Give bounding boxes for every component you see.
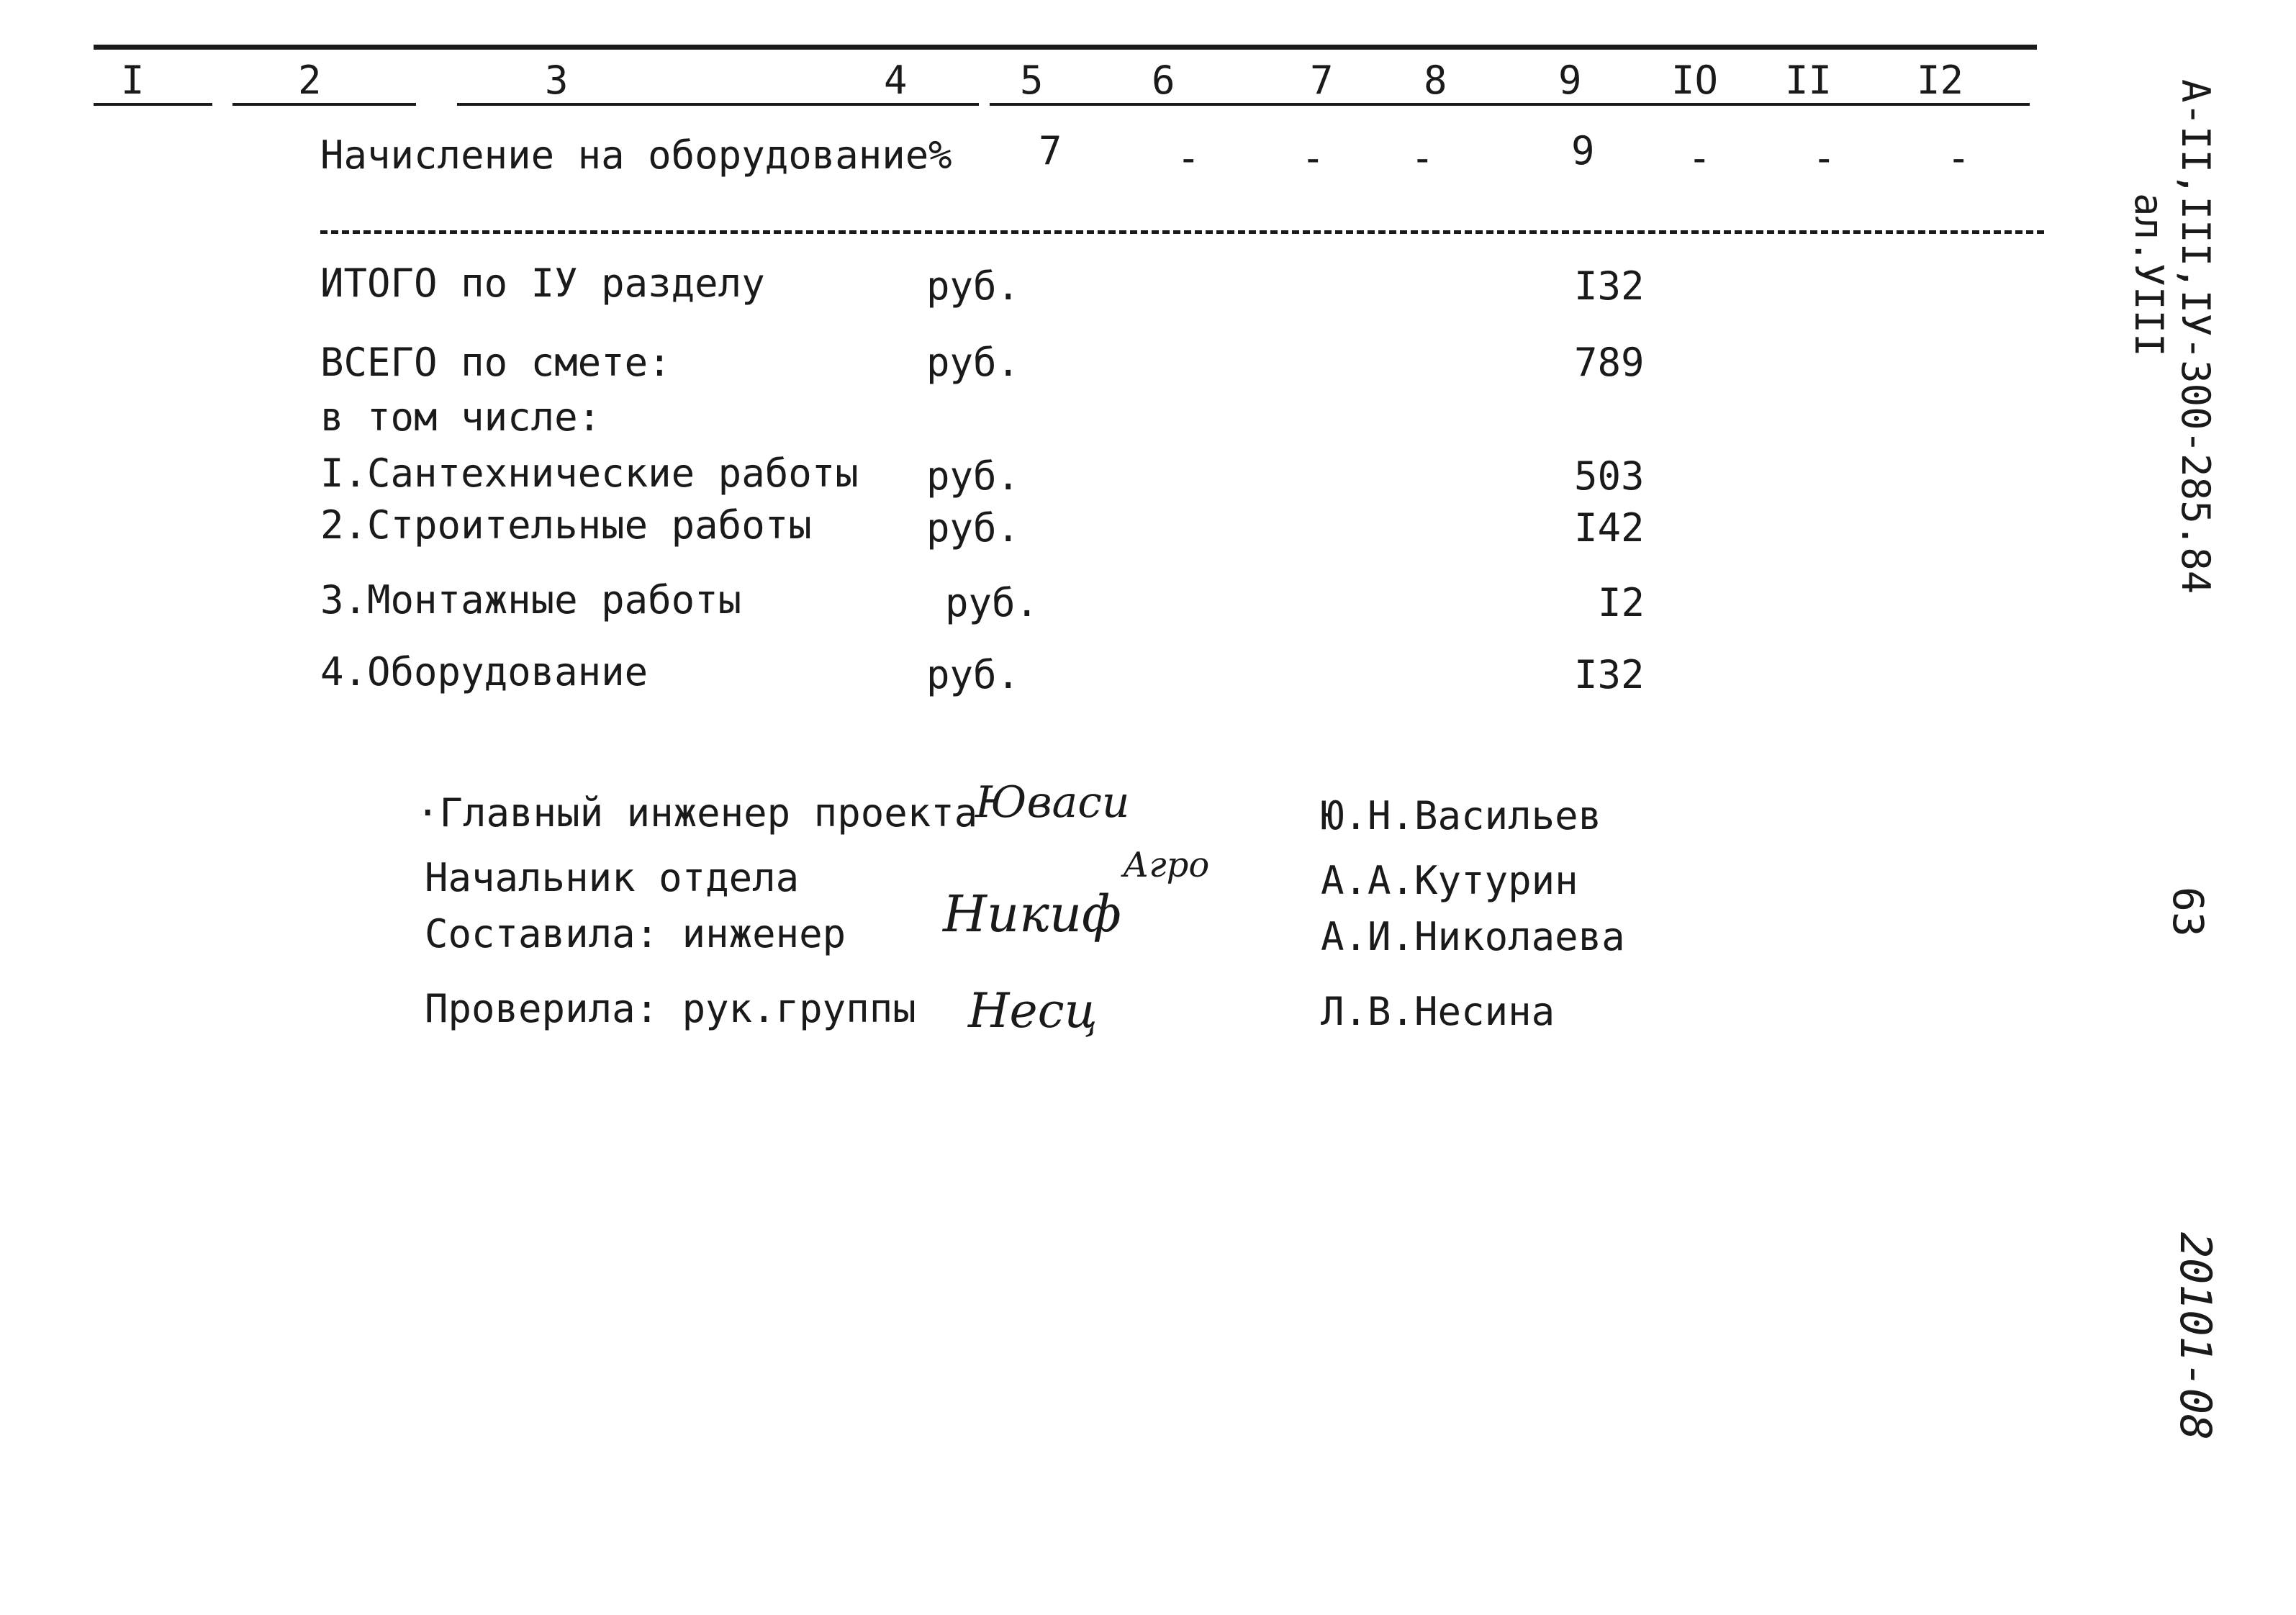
in-total-label: в том числе: — [320, 394, 602, 440]
signer-2-name: А.А.Кутурин — [1321, 858, 1578, 903]
signer-3-name: А.И.Николаева — [1321, 914, 1625, 959]
signer-3-signature: Никиф — [943, 885, 1121, 944]
header-underline-4 — [990, 103, 2030, 106]
signer-2-signature: Агро — [1123, 845, 1210, 885]
item-3-unit: руб. — [945, 580, 1039, 625]
col-header-4: 4 — [884, 58, 908, 103]
dashed-separator — [320, 230, 2044, 234]
item-4-unit: руб. — [926, 652, 1021, 697]
equipment-col9: 9 — [1571, 128, 1595, 173]
col-header-10: IO — [1671, 58, 1719, 103]
header-underline-3 — [457, 103, 979, 106]
item-4-label: 4.Оборудование — [320, 649, 648, 695]
equipment-col7: - — [1301, 135, 1325, 181]
vsego-value: 789 — [1574, 340, 1645, 385]
signer-4-signature: Несц — [968, 983, 1098, 1039]
equipment-col12: - — [1947, 135, 1971, 181]
item-3-value: I2 — [1598, 580, 1645, 625]
itogo-unit: руб. — [926, 263, 1021, 309]
signer-2-role: Начальник отдела — [425, 855, 800, 900]
item-1-value: 503 — [1574, 453, 1645, 499]
margin-archive-number: 20101-08 — [2170, 1232, 2220, 1440]
margin-doc-code: А-II,III,IУ-300-285.84 — [2173, 79, 2218, 594]
equipment-col11: - — [1812, 135, 1836, 181]
header-underline-1 — [94, 103, 212, 106]
col-header-1: I — [121, 58, 145, 103]
margin-album: ал.УIII — [2126, 193, 2171, 357]
equipment-col5: 7 — [1039, 128, 1062, 173]
signer-4-role: Проверила: рук.группы — [425, 986, 916, 1031]
equipment-unit: % — [928, 132, 952, 178]
equipment-col8: - — [1411, 135, 1434, 181]
item-1-label: I.Сантехнические работы — [320, 451, 859, 496]
item-2-label: 2.Строительные работы — [320, 502, 812, 548]
item-3-label: 3.Монтажные работы — [320, 577, 742, 623]
header-top-rule — [94, 45, 2037, 50]
itogo-label: ИТОГО по IУ разделу — [320, 261, 765, 306]
equipment-label: Начисление на оборудование — [320, 132, 929, 178]
vsego-unit: руб. — [926, 340, 1021, 385]
item-2-value: I42 — [1574, 505, 1645, 551]
item-2-unit: руб. — [926, 505, 1021, 551]
col-header-6: 6 — [1152, 58, 1175, 103]
signer-3-role: Составила: инженер — [425, 911, 846, 956]
col-header-12: I2 — [1917, 58, 1964, 103]
col-header-7: 7 — [1310, 58, 1334, 103]
margin-page-number: 63 — [2164, 887, 2213, 937]
signer-1-name: Ю.Н.Васильев — [1321, 793, 1602, 838]
vsego-label: ВСЕГО по смете: — [320, 340, 672, 385]
col-header-3: 3 — [545, 58, 569, 103]
itogo-value: I32 — [1574, 263, 1645, 309]
col-header-9: 9 — [1558, 58, 1582, 103]
item-4-value: I32 — [1574, 652, 1645, 697]
signer-1-signature: Юваси — [975, 777, 1130, 828]
col-header-5: 5 — [1020, 58, 1044, 103]
equipment-col6: - — [1177, 135, 1201, 181]
col-header-8: 8 — [1424, 58, 1447, 103]
item-1-unit: руб. — [926, 453, 1021, 499]
signer-1-role: ·Главный инженер проекта — [416, 790, 978, 836]
col-header-2: 2 — [298, 58, 322, 103]
col-header-11: II — [1785, 58, 1832, 103]
signer-4-name: Л.В.Несина — [1321, 989, 1555, 1034]
equipment-col10: - — [1688, 135, 1712, 181]
header-underline-2 — [232, 103, 416, 106]
